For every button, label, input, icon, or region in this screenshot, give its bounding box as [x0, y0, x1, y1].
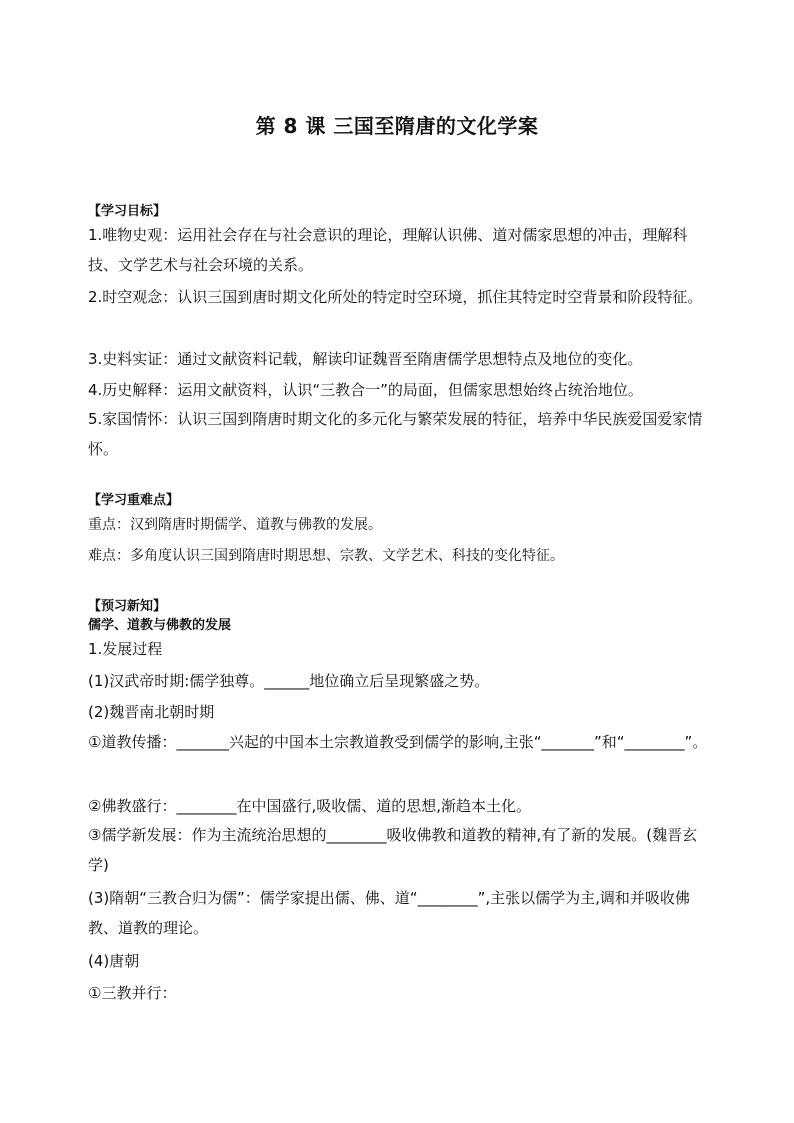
preview-line: ①道教传播：_______兴起的中国本土宗教道教受到儒学的影响,主张“_______”和“________”。	[88, 733, 708, 751]
preview-line: 1.发展过程	[88, 640, 163, 658]
preview-line: ③儒学新发展：作为主流统治思想的________吸收佛教和道教的精神,有了新的发展。(魏晋玄学)	[88, 826, 698, 874]
objective-item: 5.家国情怀：认识三国到隋唐时期文化的多元化与繁荣发展的特征，培养中华民族爱国爱家情怀。	[88, 410, 703, 458]
preview-line: (1)汉武帝时期:儒学独尊。______地位确立后呈现繁盛之势。	[88, 672, 490, 690]
preview-line: ①三教并行：	[88, 984, 177, 1002]
section-heading-objectives: 【学习目标】	[88, 204, 167, 219]
preview-line: (3)隋朝“三教合归为儒”：儒学家提出儒、佛、道“________”,主张以儒学为主,调和并吸收佛教、道教的理论。	[88, 889, 690, 937]
preview-line: ②佛教盛行：________在中国盛行,吸收儒、道的思想,渐趋本土化。	[88, 797, 531, 815]
section-heading-preview: 【预习新知】	[88, 599, 167, 614]
page-title: 第 8 课 三国至隋唐的文化学案	[255, 114, 539, 138]
preview-line: (2)魏晋南北朝时期	[88, 703, 215, 721]
key-point: 重点：汉到隋唐时期儒学、道教与佛教的发展。	[88, 517, 382, 533]
difficult-point: 难点：多角度认识三国到隋唐时期思想、宗教、文学艺术、科技的变化特征。	[88, 548, 564, 564]
objective-item: 3.史料实证：通过文献资料记载，解读印证魏晋至隋唐儒学思想特点及地位的变化。	[88, 350, 643, 368]
objective-item: 4.历史解释：运用文献资料，认识“三教合一”的局面，但儒家思想始终占统治地位。	[88, 381, 643, 399]
objective-item: 1.唯物史观：运用社会存在与社会意识的理论，理解认识佛、道对儒家思想的冲击，理解科技、文学艺术与社会环境的关系。	[88, 226, 688, 274]
section-subheading: 儒学、道教与佛教的发展	[88, 618, 232, 633]
objective-item: 2.时空观念：认识三国到唐时期文化所处的特定时空环境，抓住其特定时空背景和阶段特征。	[88, 288, 703, 306]
section-heading-key-points: 【学习重难点】	[88, 493, 180, 508]
preview-line: (4)唐朝	[88, 952, 140, 970]
